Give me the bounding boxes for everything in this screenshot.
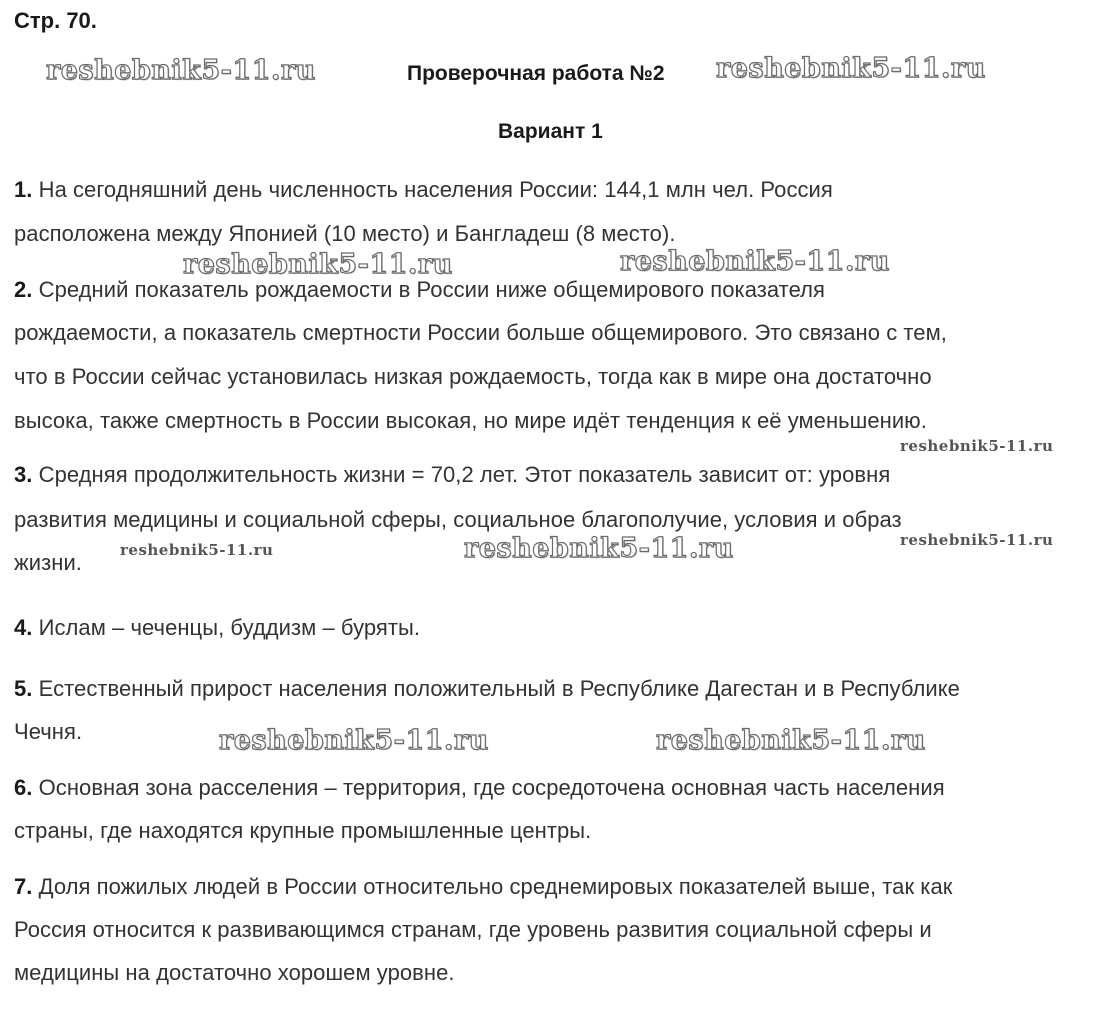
- watermark: reshebnik5-11.ru: [656, 725, 926, 756]
- answer-text: Ислам – чеченцы, буддизм – буряты.: [38, 615, 421, 640]
- answer-2-line-4: высока, также смертность в России высокая, но мире идёт тенденция к её уменьшению.: [14, 408, 927, 433]
- answer-number: 4.: [14, 615, 33, 640]
- answer-1-line-1: [14, 177, 833, 203]
- watermark: reshebnik5-11.ru: [900, 437, 1054, 455]
- watermark: reshebnik5-11.ru: [219, 725, 489, 756]
- answer-text: Средняя продолжительность жизни = 70,2 лет. Этот показатель зависит от: уровня: [38, 462, 891, 487]
- answer-number: 3.: [14, 462, 33, 487]
- answer-5-line-2: Чечня.: [14, 719, 83, 744]
- answer-text: На сегодняшний день численность населения России: 144,1 млн чел. Россия: [38, 177, 833, 202]
- page-reference: Стр. 70.: [14, 8, 97, 33]
- answer-7-line-3: медицины на достаточно хорошем уровне.: [14, 960, 455, 985]
- answer-number: 1.: [14, 177, 33, 202]
- answer-7-line-1: [14, 874, 952, 900]
- answer-text: Доля пожилых людей в России относительно среднемировых показателей выше, так как: [38, 874, 953, 899]
- watermark: reshebnik5-11.ru: [620, 246, 890, 277]
- answer-7-line-2: Россия относится к развивающимся странам, где уровень развития социальной сферы и: [14, 917, 932, 942]
- answer-3-line-2: развития медицины и социальной сферы, социальное благополучие, условия и образ: [14, 507, 902, 532]
- answer-2-line-2: рождаемости, а показатель смертности России больше общемирового. Это связано с тем,: [14, 320, 947, 345]
- answer-5-line-1: [14, 676, 960, 702]
- watermark: reshebnik5-11.ru: [46, 55, 316, 86]
- watermark: reshebnik5-11.ru: [120, 541, 274, 559]
- variant-heading: Вариант 1: [498, 120, 603, 143]
- answer-2-line-1: [14, 277, 825, 303]
- answer-number: 6.: [14, 775, 33, 800]
- watermark: reshebnik5-11.ru: [183, 249, 453, 280]
- watermark: reshebnik5-11.ru: [464, 533, 734, 564]
- answer-number: 7.: [14, 874, 33, 899]
- answer-1-line-2: расположена между Японией (10 место) и Бангладеш (8 место).: [14, 221, 676, 246]
- answer-text: Средний показатель рождаемости в России ниже общемирового показателя: [38, 277, 825, 302]
- answer-number: 2.: [14, 277, 33, 302]
- answer-4-line-1: [14, 615, 420, 641]
- answer-text: Естественный прирост населения положительный в Республике Дагестан и в Республике: [38, 676, 960, 701]
- answer-3-line-3: жизни.: [14, 550, 82, 575]
- watermark: reshebnik5-11.ru: [716, 53, 986, 84]
- answer-3-line-1: [14, 462, 890, 488]
- answer-6-line-1: [14, 775, 945, 801]
- answer-2-line-3: что в России сейчас установилась низкая рождаемость, тогда как в мире она достаточно: [14, 364, 932, 389]
- watermark: reshebnik5-11.ru: [900, 531, 1054, 549]
- page-title: Проверочная работа №2: [407, 62, 665, 85]
- answer-6-line-2: страны, где находятся крупные промышленные центры.: [14, 818, 592, 843]
- answer-number: 5.: [14, 676, 33, 701]
- answer-text: Основная зона расселения – территория, где сосредоточена основная часть населения: [38, 775, 945, 800]
